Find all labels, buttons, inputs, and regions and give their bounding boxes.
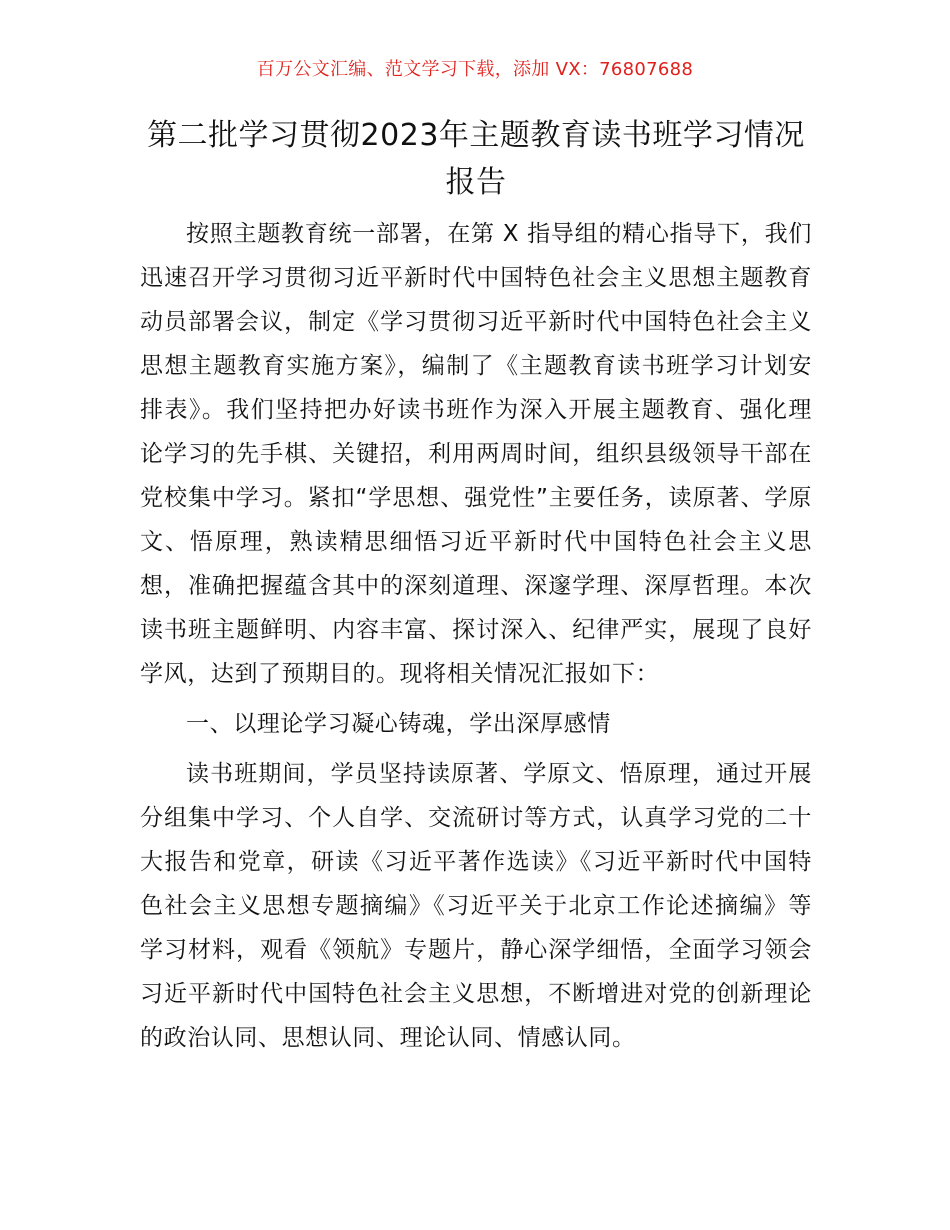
intro-paragraph: 按照主题教育统一部署，在第 X 指导组的精心指导下，我们迅速召开学习贯彻习近平新时代中国特色社会主义思想主题教育动员部署会议，制定《学习贯彻习近平新时代中国特色社会主义思想主题教育实施方案》，编制了《主题教育读书班学习计划安排表》。我们坚持把办好读书班作为深入开展主题教育、强化理论学习的先手棋、关键招，利用两周时间，组织县级领导干部在党校集中学习。紧扣“学思想、强党性”主要任务，读原著、学原文、悟原理，熟读精思细悟习近平新时代中国特色社会主义思想，准确把握蕴含其中的深刻道理、深邃学理、深厚哲理。本次读书班主题鲜明、内容丰富、探讨深入、纪律严实，展现了良好学风，达到了预期目的。现将相关情况汇报如下： [140, 221, 812, 687]
section-heading: 一、以理论学习凝心铸魂，学出深厚感情 [186, 711, 611, 737]
document-title: 第二批学习贯彻2023年主题教育读书班学习情况报告 [147, 118, 805, 200]
document-body [140, 212, 812, 1060]
section-paragraph: 读书班期间，学员坚持读原著、学原文、悟原理，通过开展分组集中学习、个人自学、交流研讨等方式，认真学习党的二十大报告和党章，研读《习近平著作选读》《习近平新时代中国特色社会主义思想专题摘编》《习近平关于北京工作论述摘编》等学习材料，观看《领航》专题片，静心深学细悟，全面学习领会习近平新时代中国特色社会主义思想，不断增进对党的创新理论的政治认同、思想认同、理论认同、情感认同。 [140, 761, 812, 1051]
watermark-header: 百万公文汇编、范文学习下载，添加 VX：76807688 [256, 59, 694, 80]
